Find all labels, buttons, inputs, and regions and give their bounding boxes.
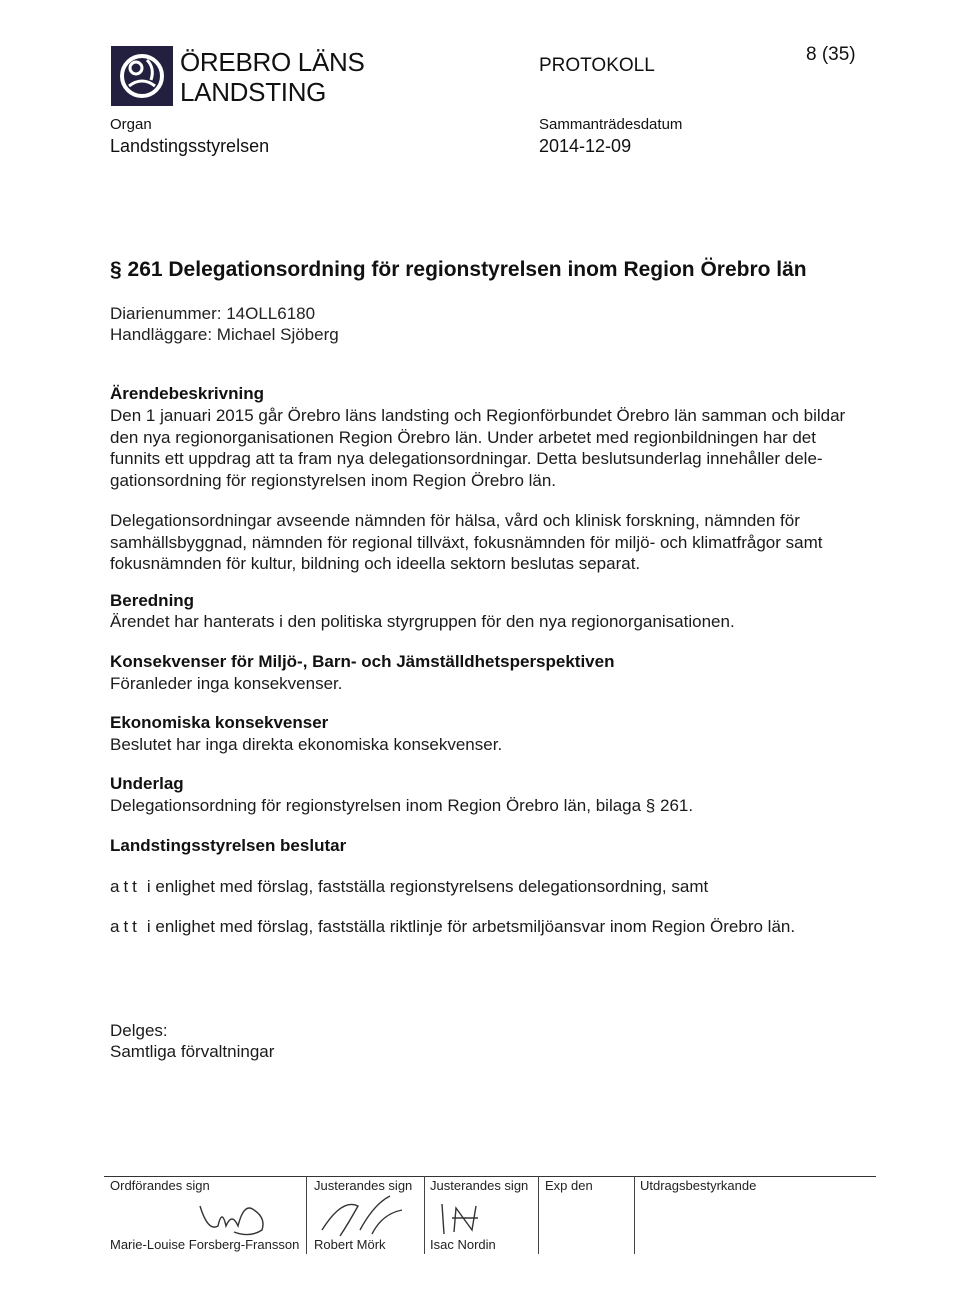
beredning-heading: Beredning — [110, 591, 195, 610]
text-line: funnits ett uppdrag att ta fram nya delegationsordningar. Detta beslutsunderlag innehåller dele- — [110, 449, 823, 468]
signature-table-top-border — [104, 1176, 876, 1177]
logo-line-1: ÖREBRO LÄNS — [180, 47, 365, 77]
date-value: 2014-12-09 — [539, 136, 632, 156]
signature-scribble-1 — [196, 1196, 276, 1240]
justerare-name-1: Robert Mörk — [314, 1237, 386, 1252]
text-line: fokusnämnden för kultur, bildning och ideella sektorn beslutas separat. — [110, 554, 641, 573]
handlaggare: Handläggare: Michael Sjöberg — [110, 325, 339, 344]
text-line: den nya regionorganisationen Region Örebro län. Under arbetet med regionbildningen har det — [110, 427, 816, 447]
beredning-text: Ärendet har hanterats i den politiska styrgruppen för den nya regionorganisationen. — [110, 612, 735, 631]
att-text: i enlighet med förslag, fastställa regionstyrelsens delegationsordning, samt — [146, 877, 709, 896]
signature-scribble-2 — [312, 1190, 412, 1242]
ekonomiska-heading: Ekonomiska konsekvenser — [110, 713, 329, 732]
justerandes-sign-header-2: Justerandes sign — [430, 1178, 529, 1193]
justerare-name-2: Isac Nordin — [430, 1237, 496, 1252]
logo-wordmark — [180, 47, 365, 107]
arendebeskrivning-heading: Ärendebeskrivning — [110, 384, 264, 403]
organ-label: Organ — [110, 116, 152, 133]
ordforande-name: Marie-Louise Forsberg-Fransson — [110, 1237, 300, 1252]
utdragsbestyrkande-header: Utdragsbestyrkande — [640, 1178, 757, 1193]
delges-label: Delges: — [110, 1021, 168, 1040]
underlag-text: Delegationsordning för regionstyrelsen inom Region Örebro län, bilaga § 261. — [110, 796, 694, 815]
text-line: Den 1 januari 2015 går Örebro läns landsting och Regionförbundet Örebro län samman och bildar — [110, 406, 846, 425]
logo-line-2: LANDSTING — [180, 77, 327, 107]
konsekvenser-text: Föranleder inga konsekvenser. — [110, 674, 343, 693]
diarienummer: Diarienummer: 14OLL6180 — [110, 304, 316, 323]
document-type: PROTOKOLL — [539, 55, 655, 76]
beslut-heading: Landstingsstyrelsen beslutar — [110, 836, 347, 855]
att-keyword: att — [110, 877, 141, 896]
arendebeskrivning-text — [110, 405, 870, 491]
underlag-heading: Underlag — [110, 774, 184, 793]
delges-value: Samtliga förvaltningar — [110, 1042, 275, 1061]
column-divider — [538, 1176, 539, 1254]
column-divider — [634, 1176, 635, 1254]
text-line: gationsordning för regionstyrelsen inom Region Örebro län. — [110, 470, 557, 490]
ekonomiska-text: Beslutet har inga direkta ekonomiska konsekvenser. — [110, 735, 503, 754]
exp-den-header: Exp den — [545, 1178, 593, 1193]
organ-value: Landstingsstyrelsen — [110, 136, 270, 156]
column-divider — [424, 1176, 425, 1254]
att-text: i enlighet med förslag, fastställa riktlinje för arbetsmiljöansvar inom Region Örebro län. — [146, 917, 796, 936]
delegation-paragraph — [110, 510, 880, 575]
page-title: § 261 Delegationsordning för regionstyrelsen inom Region Örebro län — [110, 258, 807, 281]
logo-emblem-icon — [111, 46, 173, 106]
text-line: samhällsbyggnad, nämnden för regional tillväxt, fokusnämnden för miljö- och klimatfrågor samt — [110, 532, 823, 552]
page-number: 8 (35) — [806, 44, 856, 65]
ordforandes-sign-header: Ordförandes sign — [110, 1178, 210, 1193]
date-label: Sammanträdesdatum — [539, 116, 683, 133]
signature-scribble-3 — [432, 1196, 512, 1240]
konsekvenser-heading: Konsekvenser för Miljö-, Barn- och Jämställdhetsperspektiven — [110, 652, 615, 671]
justerandes-sign-header-1: Justerandes sign — [314, 1178, 413, 1193]
att-clause-1 — [110, 877, 708, 897]
column-divider — [306, 1176, 307, 1254]
att-keyword: att — [110, 917, 141, 936]
landsting-logo — [111, 46, 173, 106]
text-line: Delegationsordningar avseende nämnden för hälsa, vård och klinisk forskning, nämnden för — [110, 511, 800, 530]
att-clause-2 — [110, 917, 795, 937]
